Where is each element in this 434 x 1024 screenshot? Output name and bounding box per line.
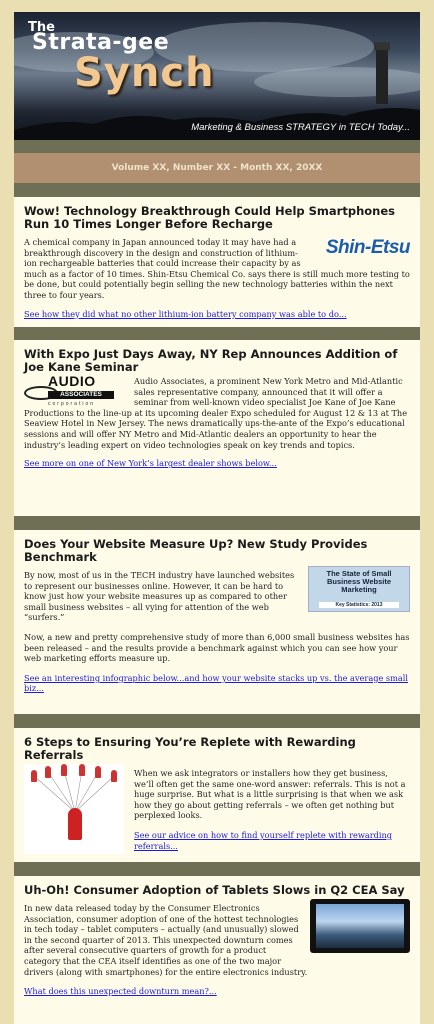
article-body: Audio Associates, a prominent New York Metro and Mid-Atlantic sales representative company, announced that it will offer a seminar from well-known video specialist Joe Kane of Joe Kane Productions to the line-up at its upcoming dealer Expo scheduled for August 12 & 13 at The Seaview Hotel in New Jersey. The news dramatically ups-the-ante of the Expo’s educational sessions and will offer NY Metro and Mid-Atlantic dealers an opportunity to hear the industry’s leading expert on video technologies speak on key trends and topics. [24, 376, 408, 450]
article-tablets [14, 876, 420, 1024]
shin-etsu-logo: Shin-Etsu [325, 237, 410, 258]
hillside-silhouette [14, 100, 420, 140]
logo-box: ASSOCIATES [48, 391, 114, 399]
volume-bar [14, 153, 420, 183]
divider-stripe [14, 183, 420, 197]
masthead-synch: Synch [74, 50, 215, 96]
article-separator [14, 327, 420, 340]
article-link[interactable]: What does this unexpected downturn mean?... [24, 986, 217, 997]
masthead-tagline: Marketing & Business STRATEGY in TECH Today... [191, 122, 410, 133]
report-subtitle: Key Statistics: 2013 [319, 602, 399, 608]
report-title: The State of Small Business Website Marketing [326, 569, 392, 594]
cloud-shape [254, 67, 420, 97]
logo-word: AUDIO [48, 373, 96, 389]
article-referrals [14, 728, 420, 862]
person-icon [79, 764, 85, 776]
person-icon [95, 766, 101, 778]
article-link[interactable]: See how they did what no other lithium-ion battery company was able to do... [24, 308, 347, 319]
article-headline: Does Your Website Measure Up? New Study Provides Benchmark [24, 537, 368, 564]
article-expo [14, 340, 420, 516]
article-battery [14, 197, 420, 327]
volume-label: Volume XX, Number XX - Month XX, 20XX [111, 163, 323, 173]
tablet-screen [316, 904, 404, 948]
article-headline: With Expo Just Days Away, NY Rep Announces Addition of Joe Kane Seminar [24, 347, 398, 374]
newsletter-frame [14, 12, 420, 1024]
lighthouse-image [376, 48, 388, 104]
article-body: By now, most of us in the TECH industry have launched websites to represent our businesses online. However, it can be hard to know just how your website measures up as compared to other small business websites – all vying for attention of the web “surfers.” [24, 570, 295, 623]
tablet-image [310, 899, 410, 953]
article-link[interactable]: See an interesting infographic below...and how your website stacks up vs. the average small biz... [24, 672, 408, 694]
article-link[interactable]: See our advice on how to find yourself replete with rewarding referrals... [134, 829, 393, 851]
person-icon [31, 770, 37, 782]
article-body: When we ask integrators or installers how they get business, we’ll often get the same one-word answer: referrals. This is not a huge surprise. But what is a little surprising is that when we ask how they go about getting referrals – we often get nothing but perplexed looks. [134, 768, 406, 821]
article-body: A chemical company in Japan announced today it may have had a breakthrough discovery in the design and construction of lithium-ion rechargeable batteries that could increase their capacity by as much as a factor of 10 times. Shin-Etsu Chemical Co. says there is still much more testing to be done, but could potentially begin selling the new technology batteries within the next three to four years. [24, 237, 410, 300]
report-image [308, 566, 410, 612]
person-icon [111, 770, 117, 782]
person-center-icon [68, 808, 82, 840]
masthead-strata-gee: Strata-gee [32, 30, 170, 55]
article-separator [14, 516, 420, 530]
article-headline: Wow! Technology Breakthrough Could Help Smartphones Run 10 Times Longer Before Recharge [24, 204, 395, 231]
article-body: Now, a new and pretty comprehensive study of more than 6,000 small business websites has been released – and the results provide a benchmark against which you can see how your web marketing efforts measure up. [24, 631, 410, 664]
logo-corp: corporation [48, 401, 96, 407]
article-separator [14, 862, 420, 876]
article-link[interactable]: See more on one of New York’s largest dealer shows below... [24, 458, 277, 469]
article-headline: 6 Steps to Ensuring You’re Replete with Rewarding Referrals [24, 735, 356, 762]
article-body: In new data released today by the Consumer Electronics Association, consumer adoption of one of the hottest technologies in tech today – tablet computers – actually (and unusually) slowed in the second quarter of 2013. This unexpected downturn comes after several consecutive quarters of growth for a product category that the CEA itself identifies as one of the two major drivers (along with smartphones) for the entire electronics industry. [24, 903, 308, 977]
person-icon [61, 764, 67, 776]
masthead-the: The [28, 20, 55, 35]
person-icon [45, 766, 51, 778]
divider-stripe [14, 140, 420, 153]
header-banner [14, 12, 420, 140]
article-headline: Uh-Oh! Consumer Adoption of Tablets Slows in Q2 CEA Say [24, 883, 405, 897]
article-separator [14, 714, 420, 728]
audio-associates-logo [24, 373, 126, 407]
article-website-study [14, 530, 420, 714]
referral-network-image [24, 764, 124, 854]
